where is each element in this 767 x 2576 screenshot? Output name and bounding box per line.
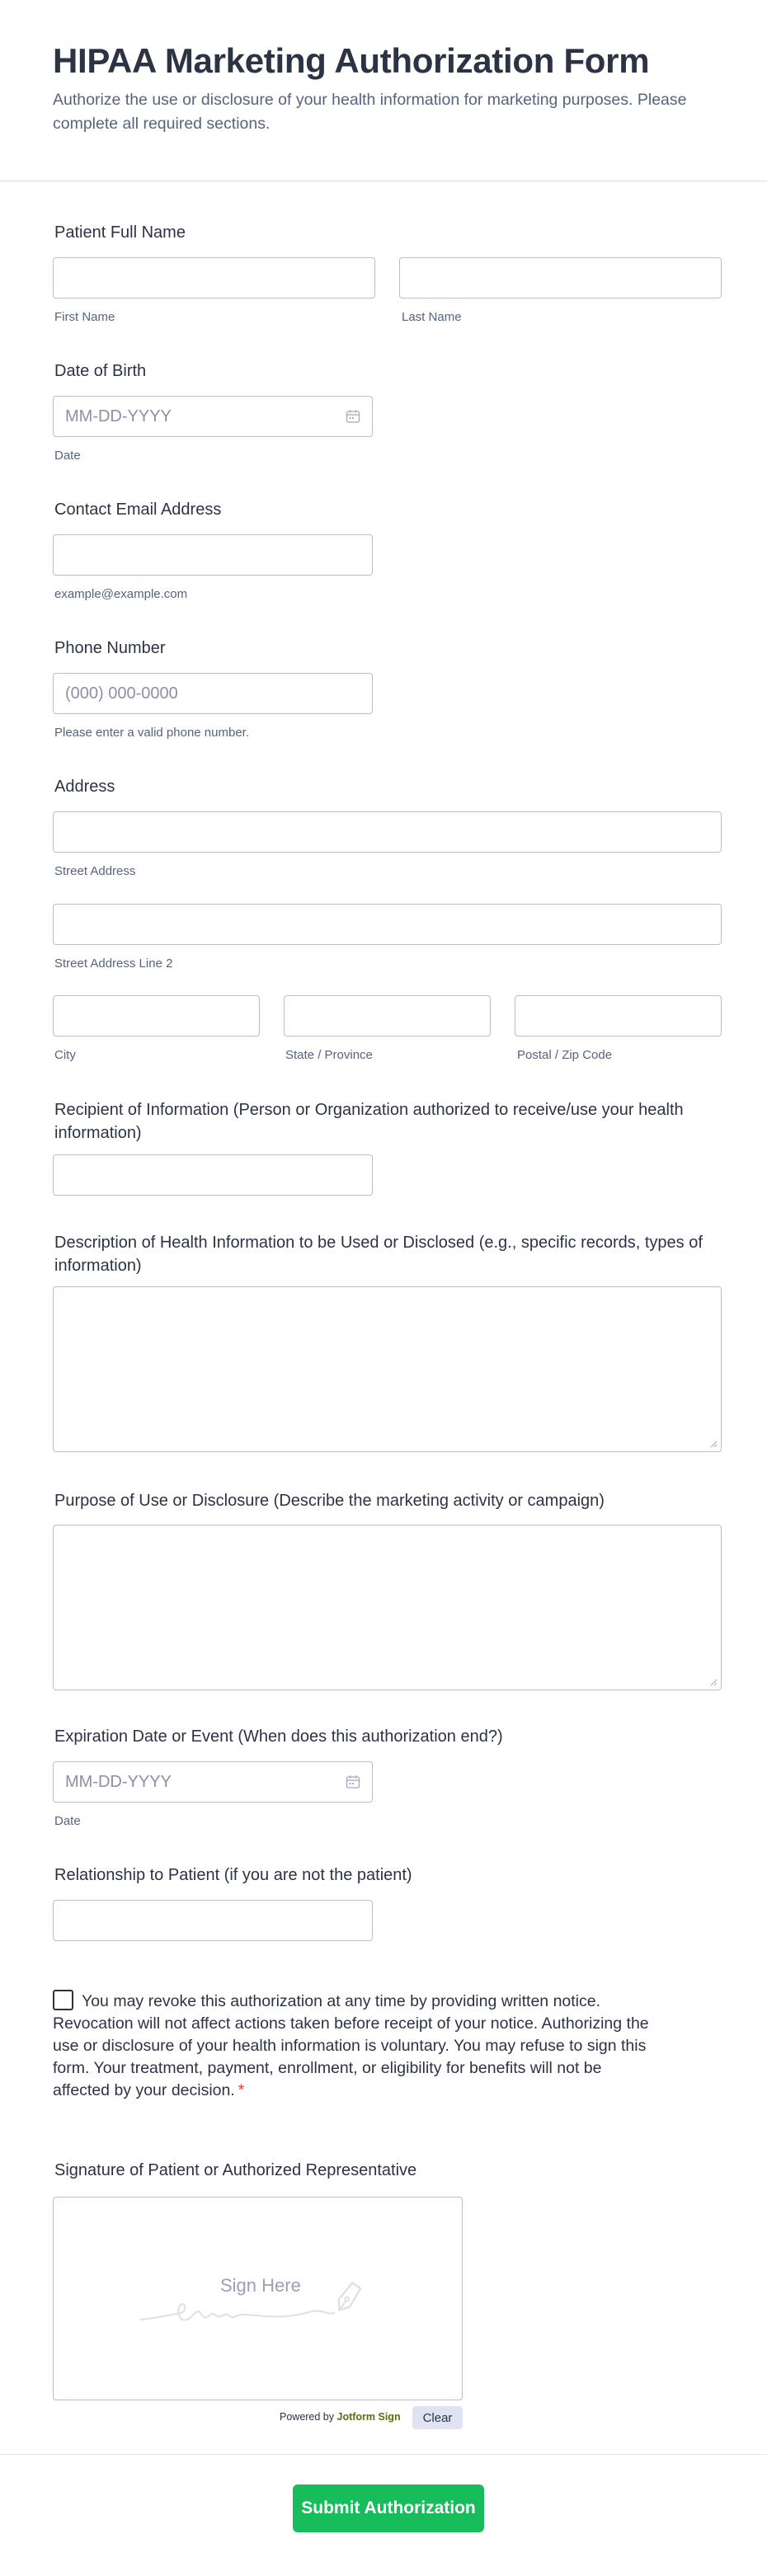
- calendar-icon[interactable]: [346, 1775, 360, 1789]
- form-subtitle: Authorize the use or disclosure of your health information for marketing purposes. Please complete all required sections.: [53, 91, 687, 133]
- sign-here-placeholder: Sign Here: [220, 2275, 301, 2296]
- phone-input[interactable]: [53, 673, 373, 714]
- dob-input[interactable]: [53, 396, 373, 437]
- last-name-sublabel: Last Name: [402, 310, 462, 324]
- phone-placeholder: (000) 000-0000: [65, 684, 178, 703]
- state-input[interactable]: [284, 995, 491, 1037]
- signature-pad[interactable]: [53, 2197, 463, 2400]
- expiration-input[interactable]: [53, 1761, 373, 1803]
- zip-sublabel: Postal / Zip Code: [517, 1048, 613, 1062]
- street-address-sublabel: Street Address: [54, 864, 136, 878]
- consent-block: [53, 1990, 652, 2102]
- consent-checkbox[interactable]: [53, 1990, 73, 2010]
- form-title: HIPAA Marketing Authorization Form: [53, 41, 650, 80]
- resize-grip-icon[interactable]: [709, 1440, 718, 1448]
- city-input[interactable]: [53, 995, 260, 1037]
- street-address-2-sublabel: Street Address Line 2: [54, 957, 173, 971]
- zip-input[interactable]: [515, 995, 722, 1037]
- relationship-label: Relationship to Patient (if you are not the patient): [54, 1866, 412, 1884]
- description-label: Description of Health Information to be Used or Disclosed (e.g., specific records, types of information): [54, 1234, 703, 1275]
- email-input[interactable]: [53, 534, 373, 576]
- form-header: [0, 0, 767, 181]
- city-sublabel: City: [54, 1048, 76, 1062]
- required-mark: *: [238, 2081, 245, 2099]
- first-name-sublabel: First Name: [54, 310, 115, 324]
- purpose-label: Purpose of Use or Disclosure (Describe the marketing activity or campaign): [54, 1492, 605, 1510]
- address-label: Address: [54, 778, 115, 796]
- signature-scribble-icon: [139, 2277, 379, 2326]
- submit-button[interactable]: Submit Authorization: [293, 2484, 484, 2532]
- first-name-input[interactable]: [53, 257, 375, 298]
- recipient-input[interactable]: [53, 1154, 373, 1196]
- expiration-placeholder: MM-DD-YYYY: [65, 1773, 172, 1791]
- clear-signature-button[interactable]: Clear: [412, 2406, 463, 2429]
- last-name-input[interactable]: [399, 257, 722, 298]
- email-label: Contact Email Address: [54, 501, 222, 519]
- expiration-sublabel: Date: [54, 1814, 81, 1828]
- email-sublabel: example@example.com: [54, 587, 188, 601]
- dob-placeholder: MM-DD-YYYY: [65, 407, 172, 425]
- recipient-label: Recipient of Information (Person or Organization authorized to receive/use your health information): [54, 1101, 684, 1142]
- purpose-textarea[interactable]: [53, 1525, 722, 1690]
- resize-grip-icon[interactable]: [709, 1678, 718, 1686]
- state-sublabel: State / Province: [285, 1048, 373, 1062]
- consent-text: You may revoke this authorization at any time by providing written notice. Revocation will not affect actions taken before receipt of your notice. Authorizing the use or disclosure of your health information is voluntary. You may refuse to sign this form. Your treatment, payment, enrollment, or eligibility for benefits will not be affected by your decision.: [53, 1992, 649, 2099]
- street-address-2-input[interactable]: [53, 904, 722, 945]
- dob-sublabel: Date: [54, 449, 81, 463]
- patient-name-label: Patient Full Name: [54, 223, 186, 242]
- expiration-label: Expiration Date or Event (When does this authorization end?): [54, 1728, 503, 1746]
- description-textarea[interactable]: [53, 1286, 722, 1452]
- street-address-input[interactable]: [53, 811, 722, 853]
- phone-sublabel: Please enter a valid phone number.: [54, 726, 249, 740]
- phone-label: Phone Number: [54, 639, 166, 657]
- relationship-input[interactable]: [53, 1900, 373, 1941]
- powered-brand[interactable]: Jotform Sign: [336, 2411, 401, 2423]
- signature-label: Signature of Patient or Authorized Representative: [54, 2161, 417, 2179]
- powered-prefix: Powered by: [280, 2411, 335, 2423]
- footer-divider: [0, 2454, 767, 2455]
- calendar-icon[interactable]: [346, 409, 360, 424]
- dob-label: Date of Birth: [54, 362, 147, 380]
- powered-by: [280, 2411, 401, 2423]
